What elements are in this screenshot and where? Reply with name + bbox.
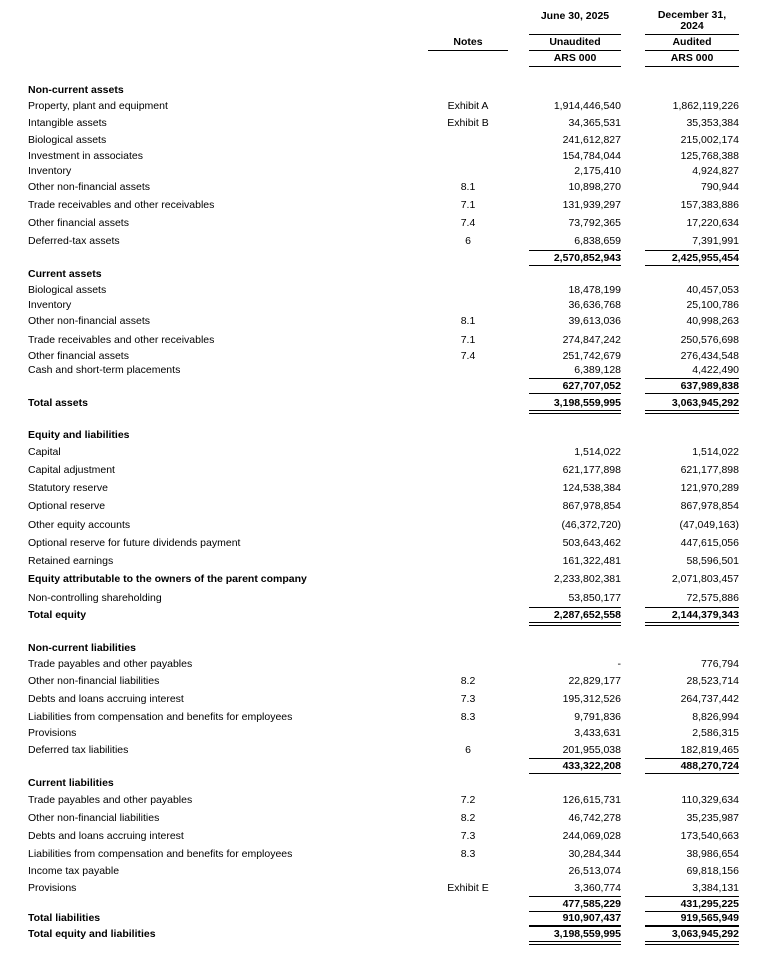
value-dec-2024: 2,586,315 — [692, 727, 739, 739]
value-dec-2024: 4,422,490 — [692, 364, 739, 376]
value-june-2025: 1,514,022 — [574, 446, 621, 458]
value-dec-2024: 35,235,987 — [686, 812, 739, 824]
value-dec-2024: 867,978,854 — [680, 500, 739, 512]
subtotal-rule-a — [529, 378, 621, 379]
total-double-rule-b — [645, 941, 739, 945]
row-label: Equity and liabilities — [28, 429, 130, 441]
row-note: 7.3 — [460, 693, 476, 705]
value-june-2025: 154,784,044 — [562, 150, 621, 162]
value-dec-2024: 3,384,131 — [692, 882, 739, 894]
value-june-2025: 53,850,177 — [568, 592, 621, 604]
value-dec-2024: 182,819,465 — [680, 744, 739, 756]
subtotal-under-rule-a — [529, 773, 621, 774]
notes-header: Notes — [453, 36, 483, 48]
value-dec-2024: 621,177,898 — [680, 464, 739, 476]
value-dec-2024: 8,826,994 — [692, 711, 739, 723]
value-june-2025: 124,538,384 — [562, 482, 621, 494]
value-june-2025: 195,312,526 — [562, 693, 621, 705]
total-top-rule-a — [529, 607, 621, 608]
row-label: Optional reserve for future dividends payment — [28, 537, 241, 549]
row-label: Capital — [28, 446, 61, 458]
value-june-2025: 433,322,208 — [562, 760, 621, 772]
col-b-date-line2: 2024 — [680, 20, 704, 32]
row-note: Exhibit E — [447, 882, 489, 894]
value-dec-2024: 58,596,501 — [686, 555, 739, 567]
col-b-bottom-rule — [645, 66, 739, 67]
value-june-2025: 2,570,852,943 — [553, 252, 621, 264]
subtotal-under-rule-b — [645, 393, 739, 394]
row-label: Total liabilities — [28, 912, 101, 924]
value-june-2025: 2,287,652,558 — [553, 609, 621, 621]
col-a-date: June 30, 2025 — [540, 10, 610, 22]
value-dec-2024: 1,862,119,226 — [672, 100, 739, 112]
row-label: Deferred tax liabilities — [28, 744, 129, 756]
value-june-2025: 161,322,481 — [562, 555, 621, 567]
value-dec-2024: 215,002,174 — [680, 134, 739, 146]
row-label: Liabilities from compensation and benefits for employees — [28, 848, 293, 860]
value-dec-2024: 17,220,634 — [686, 217, 739, 229]
value-june-2025: 6,838,659 — [574, 235, 621, 247]
subtotal-under-rule-b — [645, 773, 739, 774]
value-dec-2024: 250,576,698 — [680, 334, 739, 346]
value-june-2025: 251,742,679 — [562, 350, 621, 362]
total-double-rule-a — [529, 941, 621, 945]
value-dec-2024: 69,818,156 — [686, 865, 739, 877]
value-june-2025: 503,643,462 — [562, 537, 621, 549]
col-b-status: Audited — [672, 36, 712, 48]
value-dec-2024: 173,540,663 — [680, 830, 739, 842]
value-june-2025: 30,284,344 — [568, 848, 621, 860]
col-a-unit: ARS 000 — [553, 52, 597, 64]
row-label: Inventory — [28, 299, 72, 311]
row-note: 7.4 — [460, 350, 476, 362]
row-note: 6 — [465, 744, 471, 756]
value-dec-2024: 3,063,945,292 — [671, 928, 739, 940]
value-dec-2024: 28,523,714 — [686, 675, 739, 687]
value-june-2025: 73,792,365 — [568, 217, 621, 229]
value-june-2025: 36,636,768 — [568, 299, 621, 311]
value-dec-2024: 488,270,724 — [680, 760, 739, 772]
row-label: Capital adjustment — [28, 464, 115, 476]
value-june-2025: 621,177,898 — [562, 464, 621, 476]
col-b-date-line1: December 31, — [657, 9, 727, 21]
col-a-bottom-rule — [529, 66, 621, 67]
row-note: 7.1 — [460, 199, 476, 211]
row-note: 7.3 — [460, 830, 476, 842]
col-a-status: Unaudited — [549, 36, 601, 48]
row-label: Other equity accounts — [28, 519, 131, 531]
row-label: Other financial assets — [28, 217, 129, 229]
row-label: Trade payables and other payables — [28, 794, 193, 806]
row-note: 8.2 — [460, 675, 476, 687]
subtotal-rule-b — [645, 896, 739, 897]
value-dec-2024: 7,391,991 — [692, 235, 739, 247]
row-label: Optional reserve — [28, 500, 106, 512]
value-june-2025: 3,198,559,995 — [553, 397, 621, 409]
value-june-2025: 126,615,731 — [562, 794, 621, 806]
value-june-2025: - — [617, 658, 621, 670]
subtotal-rule-a — [529, 896, 621, 897]
total-double-rule-b — [645, 410, 739, 414]
row-label: Statutory reserve — [28, 482, 108, 494]
value-dec-2024: 110,329,634 — [681, 794, 739, 806]
value-dec-2024: 72,575,886 — [686, 592, 739, 604]
value-dec-2024: 35,353,384 — [686, 117, 739, 129]
row-label: Intangible assets — [28, 117, 107, 129]
value-dec-2024: 447,615,056 — [680, 537, 739, 549]
total-double-rule-b — [645, 622, 739, 626]
total-top-rule-b — [645, 926, 739, 927]
value-dec-2024: 40,998,263 — [686, 315, 739, 327]
value-june-2025: 3,198,559,995 — [553, 928, 621, 940]
row-label: Inventory — [28, 165, 72, 177]
col-a-top-rule — [529, 34, 621, 35]
row-label: Equity attributable to the owners of the parent company — [28, 573, 307, 585]
value-june-2025: 3,433,631 — [574, 727, 621, 739]
row-label: Other non-financial assets — [28, 315, 150, 327]
row-note: Exhibit A — [447, 100, 489, 112]
row-label: Total equity — [28, 609, 87, 621]
col-b-mid-rule — [645, 50, 739, 51]
value-june-2025: 201,955,038 — [562, 744, 621, 756]
value-dec-2024: 121,970,289 — [680, 482, 739, 494]
row-label: Total assets — [28, 397, 88, 409]
row-label: Other non-financial assets — [28, 181, 150, 193]
row-label: Debts and loans accruing interest — [28, 830, 184, 842]
row-label: Total equity and liabilities — [28, 928, 156, 940]
row-label: Biological assets — [28, 134, 107, 146]
notes-header-rule — [428, 50, 508, 51]
value-june-2025: (46,372,720) — [561, 519, 621, 531]
value-june-2025: 9,791,836 — [574, 711, 621, 723]
value-dec-2024: 1,514,022 — [692, 446, 739, 458]
value-dec-2024: 2,071,803,457 — [671, 573, 739, 585]
row-label: Other non-financial liabilities — [28, 675, 160, 687]
col-b-date — [645, 10, 739, 32]
value-dec-2024: 264,737,442 — [680, 693, 739, 705]
subtotal-under-rule-a — [529, 265, 621, 266]
row-label: Deferred-tax assets — [28, 235, 120, 247]
value-june-2025: 131,939,297 — [562, 199, 621, 211]
row-label: Property, plant and equipment — [28, 100, 168, 112]
value-dec-2024: 157,383,886 — [680, 199, 739, 211]
row-label: Non-current liabilities — [28, 642, 136, 654]
value-june-2025: 2,175,410 — [574, 165, 621, 177]
row-label: Non-controlling shareholding — [28, 592, 162, 604]
value-june-2025: 274,847,242 — [562, 334, 621, 346]
value-dec-2024: 40,457,053 — [686, 284, 739, 296]
row-note: 6 — [465, 235, 471, 247]
col-a-mid-rule — [529, 50, 621, 51]
row-label: Cash and short-term placements — [28, 364, 181, 376]
value-june-2025: 1,914,446,540 — [553, 100, 621, 112]
value-june-2025: 3,360,774 — [574, 882, 621, 894]
total-top-rule-b — [645, 607, 739, 608]
row-label: Liabilities from compensation and benefits for employees — [28, 711, 293, 723]
value-dec-2024: 919,565,949 — [680, 912, 739, 924]
value-june-2025: 26,513,074 — [568, 865, 621, 877]
value-dec-2024: 637,989,838 — [680, 380, 739, 392]
subtotal-rule-a — [529, 758, 621, 759]
value-dec-2024: (47,049,163) — [679, 519, 739, 531]
value-dec-2024: 2,425,955,454 — [671, 252, 739, 264]
row-label: Other non-financial liabilities — [28, 812, 160, 824]
value-dec-2024: 431,295,225 — [680, 898, 739, 910]
row-note: 8.3 — [460, 848, 476, 860]
row-note: 8.2 — [460, 812, 476, 824]
row-label: Provisions — [28, 882, 77, 894]
row-label: Retained earnings — [28, 555, 114, 567]
row-label: Trade receivables and other receivables — [28, 334, 215, 346]
value-june-2025: 244,069,028 — [562, 830, 621, 842]
row-note: 8.3 — [460, 711, 476, 723]
row-label: Income tax payable — [28, 865, 120, 877]
row-label: Trade receivables and other receivables — [28, 199, 215, 211]
value-june-2025: 6,389,128 — [574, 364, 621, 376]
value-june-2025: 241,612,827 — [562, 134, 621, 146]
value-dec-2024: 2,144,379,343 — [671, 609, 739, 621]
row-note: Exhibit B — [447, 117, 489, 129]
value-june-2025: 627,707,052 — [562, 380, 621, 392]
row-label: Current assets — [28, 268, 102, 280]
row-note: 7.4 — [460, 217, 476, 229]
subtotal-under-rule-a — [529, 393, 621, 394]
value-june-2025: 910,907,437 — [562, 912, 621, 924]
value-june-2025: 22,829,177 — [568, 675, 621, 687]
value-june-2025: 34,365,531 — [568, 117, 621, 129]
value-june-2025: 39,613,036 — [568, 315, 621, 327]
total-double-rule-a — [529, 622, 621, 626]
row-note: 7.1 — [460, 334, 476, 346]
value-june-2025: 18,478,199 — [568, 284, 621, 296]
row-label: Biological assets — [28, 284, 107, 296]
value-dec-2024: 38,986,654 — [686, 848, 739, 860]
row-note: 8.1 — [460, 315, 476, 327]
subtotal-rule-a — [529, 250, 621, 251]
row-label: Current liabilities — [28, 777, 114, 789]
value-dec-2024: 3,063,945,292 — [671, 397, 739, 409]
subtotal-under-rule-b — [645, 265, 739, 266]
row-label: Non-current assets — [28, 84, 124, 96]
value-june-2025: 867,978,854 — [562, 500, 621, 512]
value-dec-2024: 790,944 — [701, 181, 739, 193]
row-label: Trade payables and other payables — [28, 658, 193, 670]
value-june-2025: 2,233,802,381 — [553, 573, 621, 585]
row-label: Provisions — [28, 727, 77, 739]
value-dec-2024: 776,794 — [701, 658, 739, 670]
value-dec-2024: 276,434,548 — [680, 350, 739, 362]
value-june-2025: 477,585,229 — [562, 898, 621, 910]
value-june-2025: 46,742,278 — [568, 812, 621, 824]
row-label: Other financial assets — [28, 350, 129, 362]
value-dec-2024: 4,924,827 — [692, 165, 739, 177]
row-label: Investment in associates — [28, 150, 143, 162]
total-top-rule-a — [529, 926, 621, 927]
col-b-top-rule — [645, 34, 739, 35]
row-label: Debts and loans accruing interest — [28, 693, 184, 705]
row-note: 8.1 — [460, 181, 476, 193]
subtotal-rule-b — [645, 378, 739, 379]
value-june-2025: 10,898,270 — [568, 181, 621, 193]
subtotal-rule-b — [645, 758, 739, 759]
subtotal-rule-b — [645, 250, 739, 251]
value-dec-2024: 125,768,388 — [680, 150, 739, 162]
value-dec-2024: 25,100,786 — [686, 299, 739, 311]
col-b-unit: ARS 000 — [670, 52, 714, 64]
total-double-rule-a — [529, 410, 621, 414]
row-note: 7.2 — [460, 794, 476, 806]
